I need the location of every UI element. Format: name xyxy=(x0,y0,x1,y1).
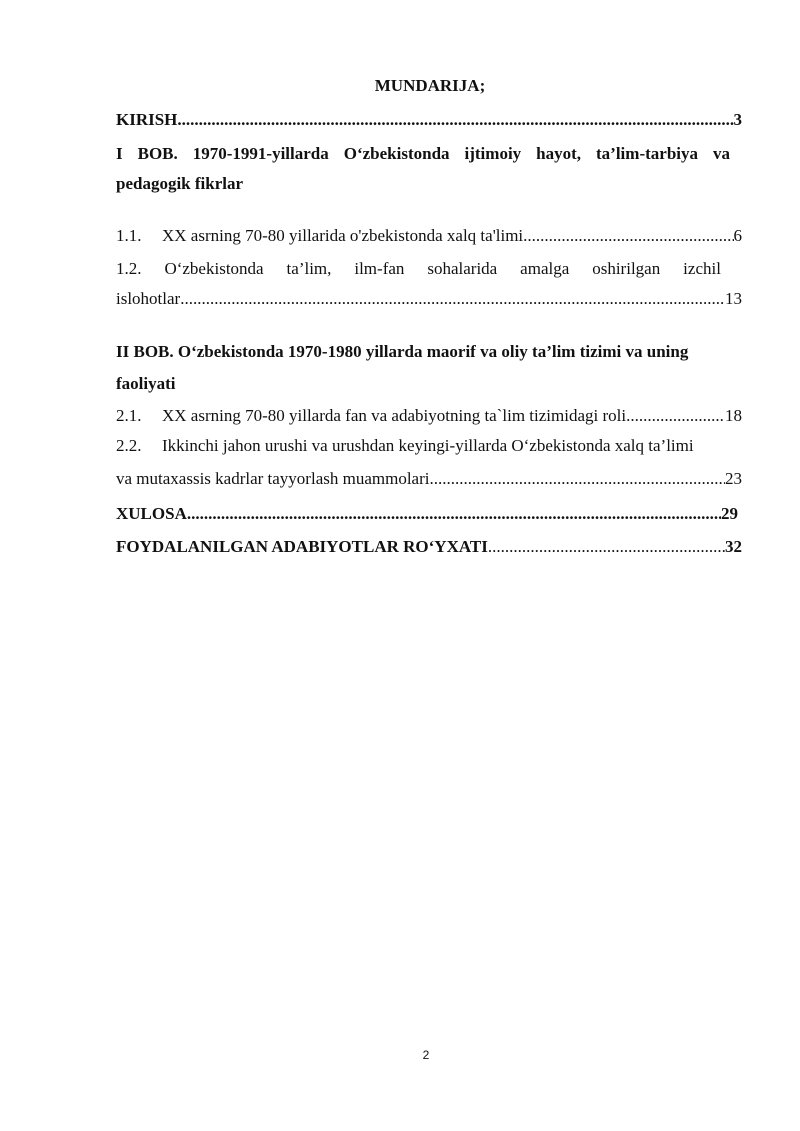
dot-leader xyxy=(523,226,733,246)
toc-chapter-2-line1: II BOB. O‘zbekistonda 1970-1980 yillarda maorif va oliy ta’lim tizimi va uning xyxy=(116,342,689,361)
toc-section-2-1 xyxy=(116,406,742,426)
toc-page-number: 29 xyxy=(721,504,738,523)
word: izchil xyxy=(683,259,721,278)
dot-leader xyxy=(626,406,725,426)
toc-section-1-2-line1 xyxy=(116,259,721,279)
toc-section-number: 2.2. xyxy=(116,436,142,455)
toc-section-2-2-line2 xyxy=(116,469,742,489)
toc-chapter-1-line1 xyxy=(116,144,730,164)
dot-leader xyxy=(429,469,725,489)
dot-leader xyxy=(488,537,725,557)
toc-section-1-2-line2 xyxy=(116,289,742,309)
toc-section-number: 1.1. xyxy=(116,226,142,245)
toc-page-number: 3 xyxy=(733,110,742,129)
toc-entry-label: FOYDALANILGAN ADABIYOTLAR RO‘YXATI xyxy=(116,537,488,556)
toc-entry-label: va mutaxassis kadrlar tayyorlash muammolari xyxy=(116,469,430,488)
word: 1.2. xyxy=(116,259,142,278)
toc-entry-label: Ikkinchi jahon urushi va urushdan keyingi-yillarda O‘zbekistonda xalq ta’limi xyxy=(162,436,694,455)
dot-leader xyxy=(180,289,725,309)
word: sohalarida xyxy=(427,259,498,278)
page-number: 2 xyxy=(422,1048,430,1062)
toc-page-number: 13 xyxy=(725,289,742,308)
dot-leader xyxy=(177,110,733,130)
toc-section-2-2-line1 xyxy=(116,436,742,456)
toc-page-number: 6 xyxy=(733,226,742,245)
word: ilm-fan xyxy=(354,259,405,278)
word: O‘zbekistonda xyxy=(164,259,264,278)
toc-section-number: 2.1. xyxy=(116,406,142,425)
word: amalga xyxy=(520,259,570,278)
toc-page-number: 23 xyxy=(725,469,742,488)
word: va xyxy=(712,144,730,163)
toc-entry-label: islohotlar xyxy=(116,289,181,308)
toc-entry-kirish xyxy=(116,110,742,130)
dot-leader xyxy=(187,504,721,524)
word: ijtimoiy xyxy=(464,144,522,163)
page-title: MUNDARIJA; xyxy=(374,76,486,95)
toc-page-number: 32 xyxy=(725,537,742,556)
word: ta’lim-tarbiya xyxy=(596,144,698,163)
word: ta’lim, xyxy=(286,259,332,278)
word: hayot, xyxy=(536,144,582,163)
word: O‘zbekistonda xyxy=(343,144,450,163)
word: oshirilgan xyxy=(592,259,661,278)
toc-entry-xulosa xyxy=(116,504,738,524)
toc-entry-bibliography xyxy=(116,537,742,557)
word: BOB. xyxy=(137,144,178,163)
toc-chapter-1-line2: pedagogik fikrlar xyxy=(116,174,244,193)
toc-entry-label: XX asrning 70-80 yillarida o'zbekistonda xalq ta'limi xyxy=(162,226,524,245)
toc-page-number: 18 xyxy=(725,406,742,425)
word: 1970-1991-yillarda xyxy=(192,144,329,163)
toc-entry-label: KIRISH xyxy=(116,110,178,129)
toc-entry-label: XULOSA xyxy=(116,504,187,523)
toc-section-1-1 xyxy=(116,226,742,246)
toc-entry-label: XX asrning 70-80 yillarda fan va adabiyotning ta`lim tizimidagi roli xyxy=(162,406,627,425)
toc-chapter-2-line2: faoliyati xyxy=(116,374,176,393)
word: I xyxy=(116,144,123,163)
